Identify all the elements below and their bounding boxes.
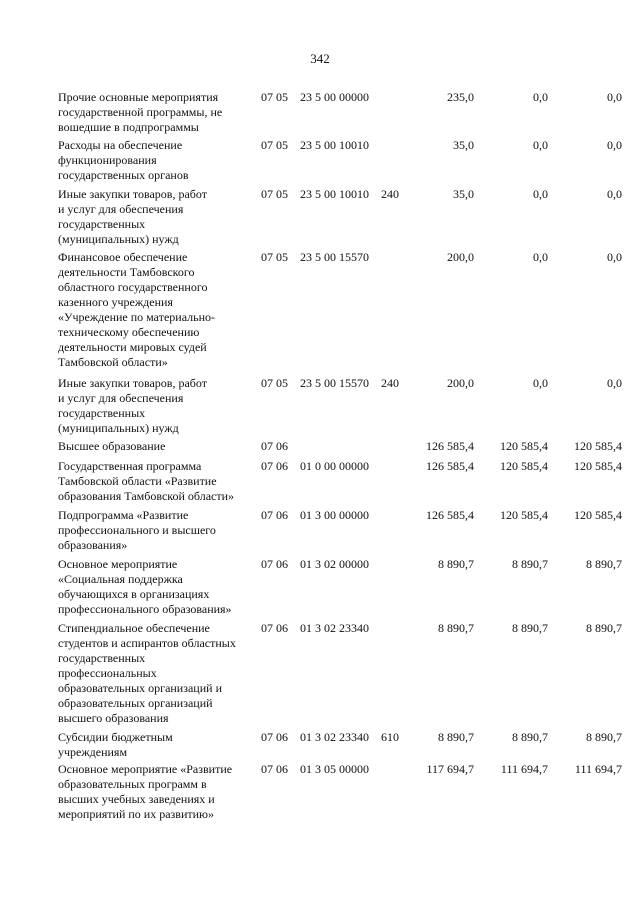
row-value-2: 0,0 [533, 376, 548, 390]
row-section-code: 07 06 [261, 730, 288, 744]
row-section-code: 07 05 [261, 376, 288, 390]
row-value-2: 120 585,4 [500, 439, 548, 453]
row-value-3: 8 890,7 [586, 621, 622, 635]
row-name: Иные закупки товаров, работ и услуг для обеспечения государственных (муниципальных) нужд [58, 187, 207, 246]
row-expense-type: 240 [381, 376, 399, 390]
row-target-code: 23 5 00 00000 [300, 90, 369, 104]
row-target-code: 23 5 00 15570 [300, 376, 369, 390]
row-value-1: 126 585,4 [426, 459, 474, 473]
row-value-2: 111 694,7 [500, 762, 548, 776]
row-name: Подпрограмма «Развитие профессионального и высшего образования» [58, 508, 216, 552]
row-section-code: 07 06 [261, 459, 288, 473]
row-section-code: 07 06 [261, 621, 288, 635]
row-value-2: 120 585,4 [500, 508, 548, 522]
row-value-1: 126 585,4 [426, 439, 474, 453]
row-target-code: 01 3 02 00000 [300, 557, 369, 571]
row-value-2: 120 585,4 [500, 459, 548, 473]
row-value-1: 8 890,7 [438, 557, 474, 571]
row-target-code: 23 5 00 10010 [300, 138, 369, 152]
row-value-3: 120 585,4 [574, 459, 622, 473]
row-section-code: 07 05 [261, 187, 288, 201]
row-section-code: 07 05 [261, 90, 288, 104]
row-section-code: 07 06 [261, 508, 288, 522]
row-target-code: 01 0 00 00000 [300, 459, 369, 473]
row-name: Основное мероприятие «Развитие образовательных программ в высших учебных заведениях и мероприятий по их развитию» [58, 762, 233, 821]
row-value-2: 8 890,7 [512, 730, 548, 744]
row-expense-type: 240 [381, 187, 399, 201]
row-value-3: 0,0 [607, 187, 622, 201]
row-value-1: 8 890,7 [438, 621, 474, 635]
row-value-3: 0,0 [607, 250, 622, 264]
row-section-code: 07 05 [261, 138, 288, 152]
row-target-code: 01 3 02 23340 [300, 621, 369, 635]
row-value-3: 111 694,7 [574, 762, 622, 776]
row-value-1: 126 585,4 [426, 508, 474, 522]
row-value-2: 8 890,7 [512, 557, 548, 571]
row-name: Иные закупки товаров, работ и услуг для обеспечения государственных (муниципальных) нужд [58, 376, 207, 435]
row-value-3: 8 890,7 [586, 557, 622, 571]
row-name: Финансовое обеспечение деятельности Тамбовского областного государственного казенного учреждения «Учреждение по материально- техническому обеспечению деятельности мировых судей Тамбовской области» [58, 250, 216, 369]
row-value-1: 235,0 [447, 90, 474, 104]
row-section-code: 07 05 [261, 250, 288, 264]
row-value-2: 0,0 [533, 187, 548, 201]
row-value-3: 0,0 [607, 90, 622, 104]
page-number: 342 [310, 51, 330, 66]
row-target-code: 01 3 00 00000 [300, 508, 369, 522]
row-name: Высшее образование [58, 439, 166, 453]
row-name: Прочие основные мероприятия государственной программы, не вошедшие в подпрограммы [58, 90, 223, 134]
row-target-code: 23 5 00 10010 [300, 187, 369, 201]
row-section-code: 07 06 [261, 439, 288, 453]
row-target-code: 01 3 02 23340 [300, 730, 369, 744]
row-name: Стипендиальное обеспечение студентов и аспирантов областных государственных профессиональных образовательных организаций и образовательных организаций высшего образования [58, 621, 236, 725]
row-value-1: 35,0 [453, 138, 474, 152]
row-value-2: 0,0 [533, 90, 548, 104]
row-value-1: 117 694,7 [426, 762, 474, 776]
row-value-1: 200,0 [447, 376, 474, 390]
row-value-2: 0,0 [533, 250, 548, 264]
row-name: Расходы на обеспечение функционирования государственных органов [58, 138, 189, 182]
row-target-code: 01 3 05 00000 [300, 762, 369, 776]
row-name: Основное мероприятие «Социальная поддержка обучающихся в организациях профессионального образования» [58, 557, 232, 616]
row-value-1: 35,0 [453, 187, 474, 201]
row-section-code: 07 06 [261, 557, 288, 571]
row-value-3: 8 890,7 [586, 730, 622, 744]
row-value-1: 200,0 [447, 250, 474, 264]
row-value-3: 0,0 [607, 376, 622, 390]
row-section-code: 07 06 [261, 762, 288, 776]
row-value-1: 8 890,7 [438, 730, 474, 744]
row-name: Субсидии бюджетным учреждениям [58, 730, 173, 759]
row-value-3: 120 585,4 [574, 439, 622, 453]
row-name: Государственная программа Тамбовской области «Развитие образования Тамбовской области» [58, 459, 235, 503]
row-target-code: 23 5 00 15570 [300, 250, 369, 264]
row-value-2: 0,0 [533, 138, 548, 152]
row-value-2: 8 890,7 [512, 621, 548, 635]
row-value-3: 0,0 [607, 138, 622, 152]
row-expense-type: 610 [381, 730, 399, 744]
row-value-3: 120 585,4 [574, 508, 622, 522]
